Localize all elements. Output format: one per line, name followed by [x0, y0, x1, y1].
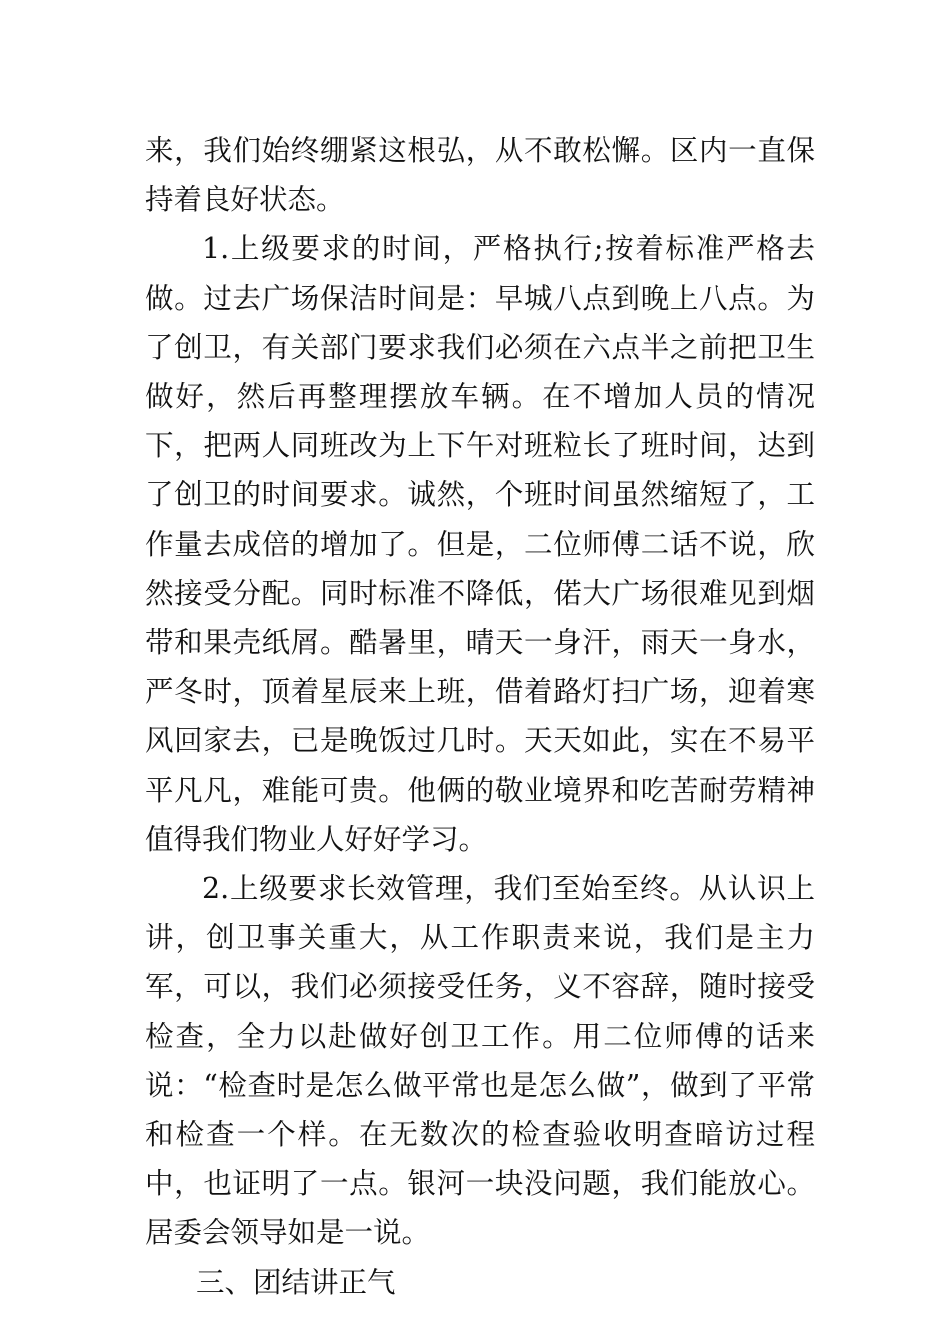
paragraph-item-2: 2.上级要求长效管理，我们至始至终。从认识上讲，创卫事关重大，从工作职责来说，我们是主力军，可以，我们必须接受任务，义不容辞，随时接受检查，全力以赴做好创卫工作。用二位师傅的话来说：“检查时是怎么做平常也是怎么做”，做到了平常和检查一个样。在无数次的检查验收明查暗访过程中，也证明了一点。银河一块没问题，我们能放心。居委会领导如是一说。 [145, 872, 815, 1250]
paragraph-item-1: 1.上级要求的时间，严格执行;按着标准严格去做。过去广场保洁时间是：早城八点到晚上八点。为了创卫，有关部门要求我们必须在六点半之前把卫生做好，然后再整理摆放车辆。在不增加人员的情况下，把两人同班改为上下午对班粒长了班时间，达到了创卫的时间要求。诚然，个班时间虽然缩短了，工作量去成倍的增加了。但是，二位师傅二话不说，欣然接受分配。同时标准不降低，偌大广场很难见到烟带和果壳纸屑。酷暑里，晴天一身汗，雨天一身水，严冬时，顶着星辰来上班，借着路灯扫广场，迎着寒风回家去，已是晚饭过几时。天天如此，实在不易平平凡凡，难能可贵。他俩的敬业境界和吃苦耐劳精神值得我们物业人好好学习。 [145, 232, 815, 856]
section-heading: 三、团结讲正气 [196, 1265, 396, 1299]
document-body [145, 126, 815, 1307]
paragraph-continuation: 来，我们始终绷紧这根弘，从不敢松懈。区内一直保持着良好状态。 [145, 134, 815, 217]
